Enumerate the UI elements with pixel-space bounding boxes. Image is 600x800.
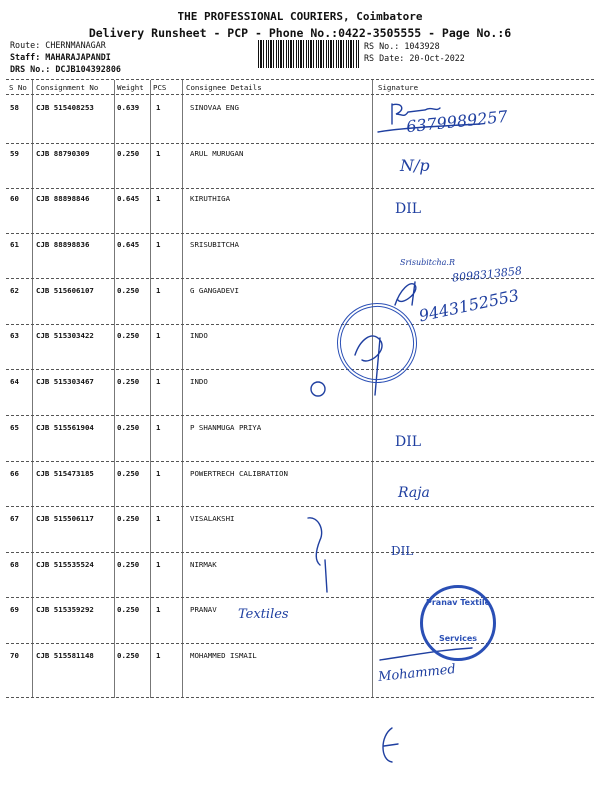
row-consignment: CJB 515606107 <box>36 286 94 295</box>
row-weight: 0.250 <box>117 149 140 158</box>
route-label: Route: CHERNMANAGAR <box>10 40 106 50</box>
row-consignment: CJB 515506117 <box>36 514 94 523</box>
row-consignment: CJB 515303467 <box>36 377 94 386</box>
col-header-sno: S No <box>9 83 27 92</box>
row-sno: 62 <box>10 286 19 295</box>
handwritten-phone: 6379989257 <box>405 106 509 137</box>
row-weight: 0.250 <box>117 560 140 569</box>
row-sno: 66 <box>10 469 19 478</box>
row-consignee: MOHAMMED ISMAIL <box>190 651 257 660</box>
row-consignee: VISALAKSHI <box>190 514 235 523</box>
row-pcs: 1 <box>156 514 161 523</box>
col-header-consignee: Consignee Details <box>186 83 262 92</box>
row-sno: 63 <box>10 331 19 340</box>
row-consignment: CJB 515408253 <box>36 103 94 112</box>
row-pcs: 1 <box>156 605 161 614</box>
row-sno: 68 <box>10 560 19 569</box>
row-weight: 0.250 <box>117 605 140 614</box>
row-consignment: CJB 88898846 <box>36 194 90 203</box>
row-pcs: 1 <box>156 149 161 158</box>
row-sno: 59 <box>10 149 19 158</box>
row-weight: 0.250 <box>117 377 140 386</box>
handwritten-note: DIL <box>395 434 422 450</box>
row-pcs: 1 <box>156 103 161 112</box>
handwritten-note: DIL <box>391 544 414 558</box>
row-weight: 0.250 <box>117 423 140 432</box>
row-pcs: 1 <box>156 240 161 249</box>
row-weight: 0.645 <box>117 194 140 203</box>
row-consignee: SRISUBITCHA <box>190 240 239 249</box>
row-sno: 60 <box>10 194 19 203</box>
company-title: THE PROFESSIONAL COURIERS, Coimbatore <box>177 10 423 23</box>
signature-stroke <box>308 518 327 592</box>
row-consignee: ARUL MURUGAN <box>190 149 244 158</box>
handwritten-note: N/p <box>400 156 430 175</box>
row-consignment: CJB 88790309 <box>36 149 90 158</box>
row-sno: 58 <box>10 103 19 112</box>
row-consignment: CJB 515359292 <box>36 605 94 614</box>
signature-stroke <box>395 282 416 305</box>
row-consignment: CJB 515581148 <box>36 651 94 660</box>
circle-mark <box>311 382 325 396</box>
handwritten-note: DIL <box>395 201 422 217</box>
col-header-pcs: PCS <box>153 83 167 92</box>
row-weight: 0.250 <box>117 514 140 523</box>
pranav-textile-stamp <box>420 585 496 661</box>
row-weight: 0.639 <box>117 103 140 112</box>
handwritten-note: Raja <box>398 485 430 501</box>
row-sno: 70 <box>10 651 19 660</box>
rs-date: RS Date: 20-Oct-2022 <box>364 53 465 63</box>
row-consignee: NIRMAK <box>190 560 217 569</box>
runsheet-title: Delivery Runsheet - PCP - Phone No.:0422-3505555 - Page No.:6 <box>88 26 512 40</box>
row-consignee: INDO <box>190 377 208 386</box>
row-consignee: G GANGADEVI <box>190 286 239 295</box>
row-sno: 65 <box>10 423 19 432</box>
row-pcs: 1 <box>156 377 161 386</box>
row-consignment: CJB 515303422 <box>36 331 94 340</box>
handwritten-name: Srisubitcha.R <box>400 258 455 267</box>
row-pcs: 1 <box>156 560 161 569</box>
row-pcs: 1 <box>156 331 161 340</box>
row-pcs: 1 <box>156 469 161 478</box>
row-consignee: PRANAV <box>190 605 217 614</box>
row-sno: 61 <box>10 240 19 249</box>
rs-number: RS No.: 1043928 <box>364 41 440 51</box>
row-weight: 0.250 <box>117 651 140 660</box>
drs-number: DRS No.: DCJB104392806 <box>10 64 121 74</box>
row-consignee: KIRUTHIGA <box>190 194 231 203</box>
stamp-text-top: Pranav Textile <box>425 598 490 607</box>
row-consignee: INDO <box>190 331 208 340</box>
row-sno: 64 <box>10 377 19 386</box>
col-header-signature: Signature <box>378 83 419 92</box>
handwritten-phone: 8098313858 <box>451 264 523 285</box>
handwritten-note: Textiles <box>238 607 289 622</box>
row-weight: 0.250 <box>117 331 140 340</box>
handwritten-signature: Mohammed <box>377 661 457 686</box>
row-sno: 69 <box>10 605 19 614</box>
row-consignee: SINOVAA ENG <box>190 103 239 112</box>
row-consignment: CJB 515535524 <box>36 560 94 569</box>
staff-label: Staff: MAHARAJAPANDI <box>10 52 111 62</box>
row-pcs: 1 <box>156 286 161 295</box>
col-header-consignment: Consignment No <box>36 83 99 92</box>
col-header-weight: Weight <box>117 83 144 92</box>
row-consignment: CJB 515561904 <box>36 423 94 432</box>
stamp-text-bottom: Services <box>438 634 478 643</box>
row-consignment: CJB 88898836 <box>36 240 90 249</box>
row-sno: 67 <box>10 514 19 523</box>
row-pcs: 1 <box>156 423 161 432</box>
row-consignee: POWERTRECH CALIBRATION <box>190 469 288 478</box>
handwritten-phone: 9443152553 <box>417 285 521 326</box>
row-consignment: CJB 515473185 <box>36 469 94 478</box>
row-pcs: 1 <box>156 194 161 203</box>
row-consignee: P SHANMUGA PRIYA <box>190 423 262 432</box>
signature-stroke <box>383 728 398 762</box>
row-weight: 0.250 <box>117 286 140 295</box>
row-weight: 0.250 <box>117 469 140 478</box>
row-weight: 0.645 <box>117 240 140 249</box>
row-pcs: 1 <box>156 651 161 660</box>
